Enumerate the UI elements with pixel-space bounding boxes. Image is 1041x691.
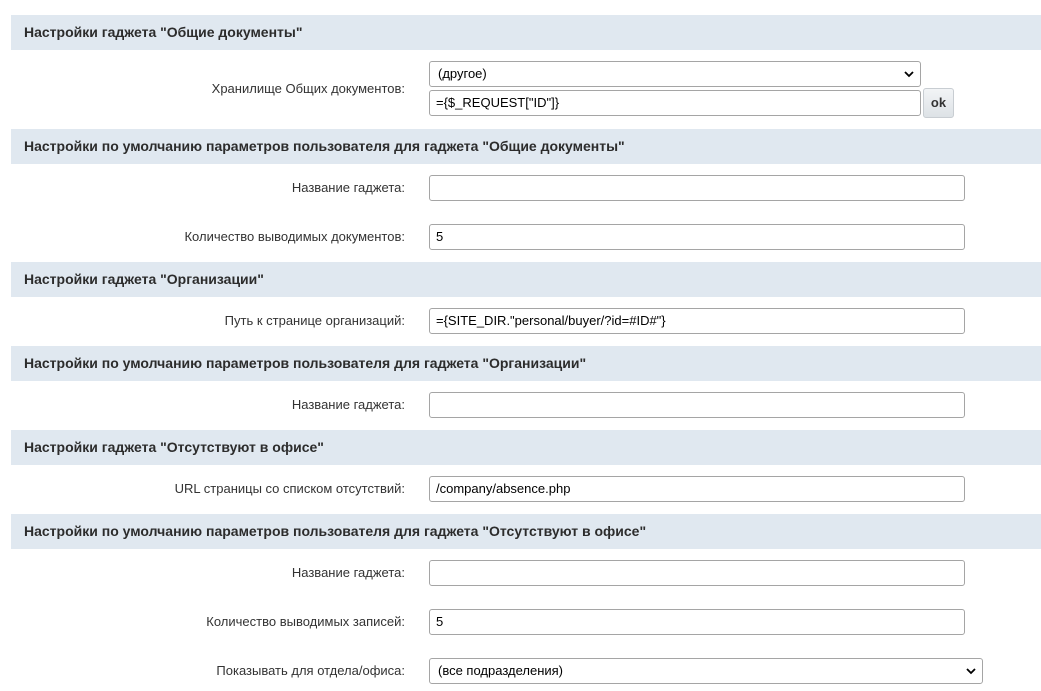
- org-gadget-name-label: Название гаджета:: [291, 397, 405, 412]
- org-path-input[interactable]: ={SITE_DIR."personal/buyer/?id=#ID#"}: [429, 308, 965, 334]
- department-label: Показывать для отдела/офиса:: [216, 663, 405, 678]
- org-path-label: Путь к странице организаций:: [224, 313, 405, 328]
- gadget-name-input[interactable]: [429, 175, 965, 201]
- records-count-label: Количество выводимых записей:: [206, 614, 405, 629]
- absence-url-label: URL страницы со списком отсутствий:: [174, 481, 405, 496]
- docs-count-label: Количество выводимых документов:: [184, 229, 405, 244]
- section-header-organizations-defaults: Настройки по умолчанию параметров пользователя для гаджета "Организации": [11, 346, 1041, 381]
- storage-select-value: (другое): [438, 66, 487, 81]
- storage-label: Хранилище Общих документов:: [211, 81, 405, 96]
- section-header-absence: Настройки гаджета "Отсутствуют в офисе": [11, 430, 1041, 465]
- ok-button[interactable]: ok: [923, 88, 954, 118]
- chevron-down-icon: [966, 667, 976, 675]
- storage-custom-input[interactable]: ={$_REQUEST["ID"]}: [429, 90, 921, 116]
- chevron-down-icon: [904, 70, 914, 78]
- section-header-shared-docs-defaults: Настройки по умолчанию параметров пользователя для гаджета "Общие документы": [11, 129, 1041, 164]
- department-select[interactable]: [429, 658, 983, 684]
- absence-url-input[interactable]: /company/absence.php: [429, 476, 965, 502]
- org-gadget-name-input[interactable]: [429, 392, 965, 418]
- gadget-name-label: Название гаджета:: [291, 180, 405, 195]
- absence-gadget-name-input[interactable]: [429, 560, 965, 586]
- section-header-organizations: Настройки гаджета "Организации": [11, 262, 1041, 297]
- section-header-absence-defaults: Настройки по умолчанию параметров пользователя для гаджета "Отсутствуют в офисе": [11, 514, 1041, 549]
- absence-gadget-name-label: Название гаджета:: [291, 565, 405, 580]
- department-select-value: (все подразделения): [438, 663, 563, 678]
- records-count-input[interactable]: 5: [429, 609, 965, 635]
- docs-count-input[interactable]: 5: [429, 224, 965, 250]
- storage-select[interactable]: [429, 61, 921, 87]
- section-header-shared-docs: Настройки гаджета "Общие документы": [11, 15, 1041, 50]
